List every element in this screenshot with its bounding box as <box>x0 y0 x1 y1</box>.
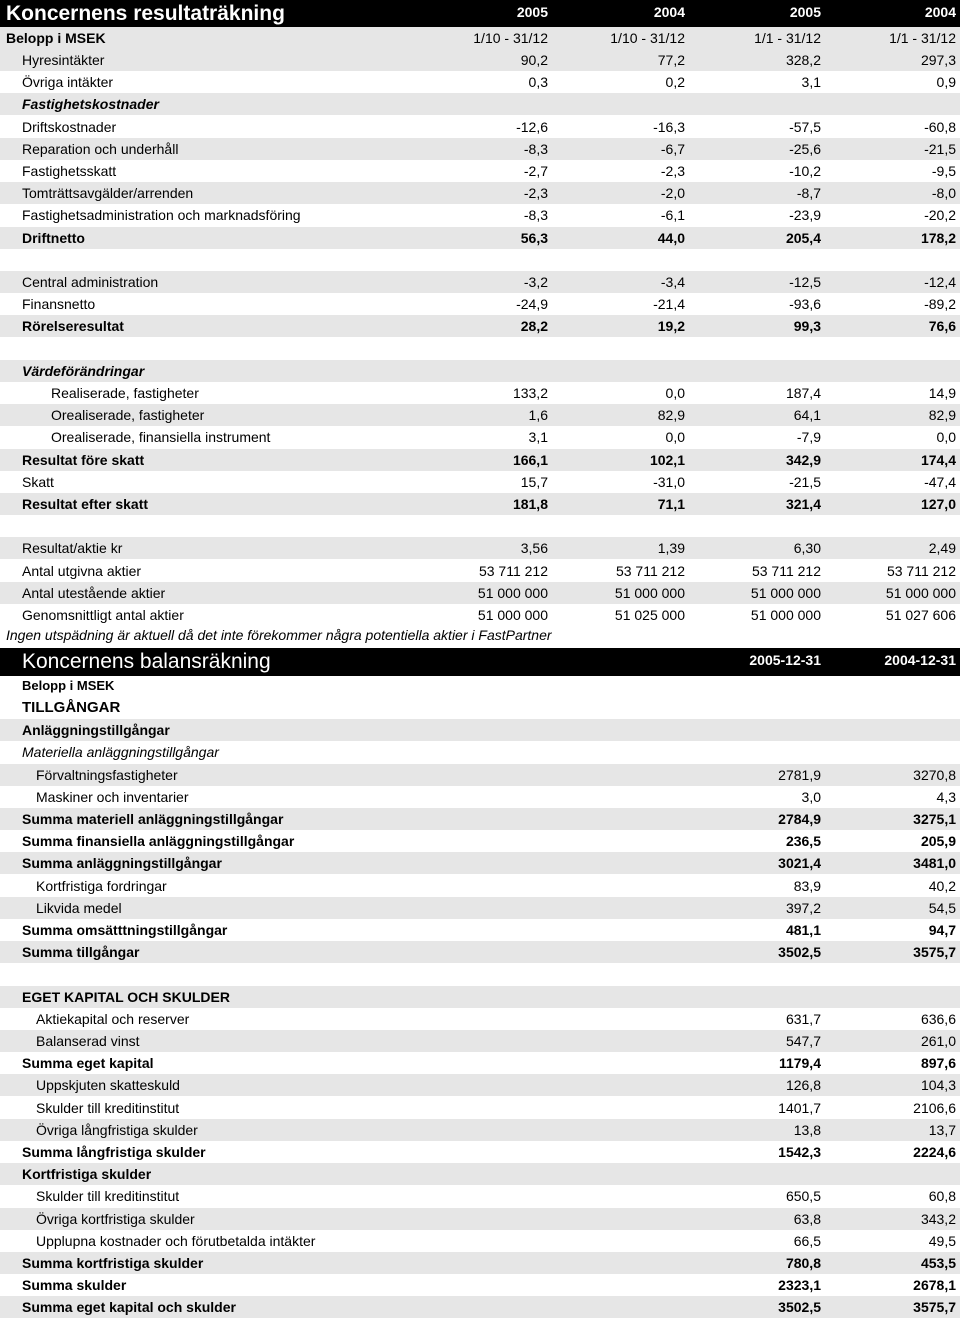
year-col-2: 2004 <box>653 4 685 20</box>
balance-row <box>0 808 960 830</box>
row-label: Summa omsätttningstillgångar <box>22 922 228 938</box>
row-label: Summa materiell anläggningstillgångar <box>22 811 284 827</box>
dilution-note: Ingen utspädning är aktuell då det inte förekommer några potentiella aktier i FastPartner <box>6 627 552 643</box>
row-label: Skatt <box>22 473 54 490</box>
row-value: -8,3 <box>523 207 548 224</box>
row-label: Driftskostnader <box>22 118 117 135</box>
income-row <box>0 471 960 493</box>
row-value: 2,49 <box>928 540 956 557</box>
income-row <box>0 160 960 182</box>
row-value: 15,7 <box>520 473 548 490</box>
row-value: 2784,9 <box>778 811 821 827</box>
balance-row <box>0 1052 960 1074</box>
row-label: Summa långfristiga skulder <box>22 1144 206 1160</box>
row-label: Rörelseresultat <box>22 318 124 335</box>
balance-row <box>0 1296 960 1318</box>
row-value: -12,4 <box>924 274 956 290</box>
row-value: 51 000 000 <box>614 584 685 601</box>
row-label: Reparation och underhåll <box>22 140 179 157</box>
balance-unit-label: Belopp i MSEK <box>22 678 115 693</box>
row-value: 53 711 212 <box>886 562 956 579</box>
date-col-2: 2004-12-31 <box>884 652 956 668</box>
row-value: 328,2 <box>785 52 821 68</box>
row-value: 64,1 <box>793 407 821 424</box>
row-value: 205,4 <box>785 229 821 246</box>
date-col-1: 2005-12-31 <box>749 652 821 668</box>
row-value: 99,3 <box>793 318 821 335</box>
row-value: 77,2 <box>657 52 685 68</box>
row-label: Kortfristiga fordringar <box>36 877 167 894</box>
row-value: 66,5 <box>793 1232 821 1249</box>
row-value: -47,4 <box>924 473 956 490</box>
income-row <box>0 49 960 71</box>
balance-row <box>0 941 960 963</box>
row-value: 650,5 <box>785 1188 821 1205</box>
balance-row <box>0 986 960 1008</box>
row-value: 0,0 <box>665 385 685 401</box>
balance-row <box>0 697 960 719</box>
row-value: 51 000 000 <box>750 584 821 601</box>
row-value: 481,1 <box>785 922 821 938</box>
row-value: 342,9 <box>785 451 821 468</box>
row-value: 3575,7 <box>913 944 956 961</box>
balance-unit-row <box>0 675 960 697</box>
row-value: -8,0 <box>931 185 956 202</box>
income-row <box>0 271 960 293</box>
income-row <box>0 537 960 559</box>
row-value: 0,2 <box>665 74 685 91</box>
row-value: 63,8 <box>793 1210 821 1227</box>
row-label: Fastighetskostnader <box>22 96 159 113</box>
balance-row <box>0 852 960 874</box>
row-value: -2,3 <box>523 185 548 202</box>
balance-row <box>0 897 960 919</box>
row-label: Övriga långfristiga skulder <box>36 1121 198 1138</box>
row-value: -93,6 <box>789 296 821 313</box>
row-value: -24,9 <box>516 296 548 313</box>
row-label: Central administration <box>22 274 159 290</box>
income-row <box>0 515 960 537</box>
row-value: 82,9 <box>928 407 956 424</box>
row-label: Summa kortfristiga skulder <box>22 1255 204 1271</box>
row-value: 40,2 <box>928 877 956 894</box>
row-value: 54,5 <box>928 899 956 916</box>
row-value: 51 025 000 <box>614 607 685 623</box>
balance-row <box>0 963 960 985</box>
row-value: 3,1 <box>801 74 821 91</box>
row-value: 90,2 <box>520 52 548 68</box>
income-row <box>0 182 960 204</box>
row-value: 2106,6 <box>913 1099 956 1116</box>
row-value: 76,6 <box>928 318 956 335</box>
row-value: 51 000 000 <box>750 607 821 623</box>
row-label: Upplupna kostnader och förutbetalda intäkter <box>36 1232 316 1249</box>
row-value: -8,3 <box>523 140 548 157</box>
row-value: 71,1 <box>657 496 685 512</box>
row-label: TILLGÅNGAR <box>22 699 121 716</box>
row-label: Orealiserade, fastigheter <box>51 407 205 424</box>
row-label: Kortfristiga skulder <box>22 1166 152 1183</box>
row-value: 1179,4 <box>778 1055 821 1072</box>
row-value: 127,0 <box>920 496 956 512</box>
row-label: Driftnetto <box>22 229 85 246</box>
balance-row <box>0 1252 960 1274</box>
income-row <box>0 293 960 315</box>
row-label: Materiella anläggningstillgångar <box>22 744 219 761</box>
row-value: -6,1 <box>660 207 685 224</box>
balance-row <box>0 1097 960 1119</box>
income-row <box>0 560 960 582</box>
row-value: -31,0 <box>653 473 685 490</box>
row-value: 166,1 <box>512 451 548 468</box>
row-value: 261,0 <box>920 1033 956 1049</box>
balance-row <box>0 1163 960 1185</box>
row-value: 60,8 <box>928 1188 956 1205</box>
year-col-3: 2005 <box>789 4 821 20</box>
row-value: 3481,0 <box>913 855 956 872</box>
row-value: 3502,5 <box>778 944 821 961</box>
income-row <box>0 404 960 426</box>
row-label: Balanserad vinst <box>36 1033 140 1049</box>
row-value: 297,3 <box>920 52 956 68</box>
row-value: -6,7 <box>660 140 685 157</box>
row-value: 897,6 <box>920 1055 956 1072</box>
row-label: Tomträttsavgälder/arrenden <box>22 185 194 202</box>
row-value: 3502,5 <box>778 1299 821 1316</box>
income-row <box>0 338 960 360</box>
row-value: 104,3 <box>920 1077 956 1094</box>
row-value: 4,3 <box>936 788 956 805</box>
row-label: Antal utgivna aktier <box>22 562 142 579</box>
income-row <box>0 426 960 448</box>
balance-row <box>0 786 960 808</box>
period-col-1: 1/10 - 31/12 <box>473 30 548 46</box>
row-value: -12,5 <box>789 274 821 290</box>
row-value: -2,7 <box>523 163 548 179</box>
income-row <box>0 227 960 249</box>
balance-row <box>0 1230 960 1252</box>
row-value: -12,6 <box>516 118 548 135</box>
row-value: 2678,1 <box>913 1277 956 1294</box>
row-value: -20,2 <box>924 207 956 224</box>
income-row <box>0 582 960 604</box>
row-value: -3,4 <box>660 274 685 290</box>
row-value: 343,2 <box>920 1210 956 1227</box>
row-value: -21,5 <box>789 473 821 490</box>
row-value: 397,2 <box>785 899 821 916</box>
row-label: Maskiner och inventarier <box>36 788 189 805</box>
row-label: Övriga kortfristiga skulder <box>36 1210 195 1227</box>
row-value: 51 000 000 <box>477 584 548 601</box>
row-value: 3,56 <box>520 540 548 557</box>
row-value: 28,2 <box>520 318 548 335</box>
row-value: 53 711 212 <box>478 562 548 579</box>
row-value: 636,6 <box>920 1010 956 1027</box>
row-label: Hyresintäkter <box>22 52 105 68</box>
balance-sheet-header <box>0 648 960 676</box>
income-row <box>0 204 960 226</box>
row-label: Fastighetsskatt <box>22 163 117 179</box>
row-label: Värdeförändringar <box>22 362 145 379</box>
row-value: -23,9 <box>789 207 821 224</box>
row-value: 3021,4 <box>778 855 821 872</box>
row-value: 19,2 <box>657 318 685 335</box>
row-label: Likvida medel <box>36 899 122 916</box>
income-row <box>0 382 960 404</box>
row-label: Summa tillgångar <box>22 944 140 961</box>
balance-row <box>0 1119 960 1141</box>
balance-row <box>0 741 960 763</box>
row-value: 1542,3 <box>778 1144 821 1160</box>
balance-row <box>0 875 960 897</box>
row-value: 133,2 <box>512 385 548 401</box>
row-value: -2,0 <box>660 185 685 202</box>
row-value: 56,3 <box>520 229 548 246</box>
row-value: 6,30 <box>793 540 821 557</box>
income-period-row <box>0 27 960 49</box>
row-value: 51 027 606 <box>885 607 956 623</box>
row-value: 14,9 <box>928 385 956 401</box>
row-value: 0,0 <box>665 429 685 446</box>
income-row <box>0 493 960 515</box>
row-value: 3,0 <box>801 788 821 805</box>
balance-row <box>0 1030 960 1052</box>
row-value: 13,7 <box>928 1121 956 1138</box>
row-label: Orealiserade, finansiella instrument <box>51 429 271 446</box>
row-value: -25,6 <box>789 140 821 157</box>
row-value: 0,9 <box>936 74 956 91</box>
row-value: 321,4 <box>785 496 821 512</box>
balance-row <box>0 919 960 941</box>
row-value: 49,5 <box>928 1232 956 1249</box>
income-statement-title: Koncernens resultaträkning <box>6 2 285 25</box>
row-value: 53 711 212 <box>751 562 821 579</box>
balance-row <box>0 830 960 852</box>
income-row <box>0 71 960 93</box>
row-value: 53 711 212 <box>615 562 685 579</box>
row-label: Aktiekapital och reserver <box>36 1010 190 1027</box>
row-value: 1,6 <box>528 407 548 424</box>
row-value: 94,7 <box>928 922 956 938</box>
row-value: 2323,1 <box>778 1277 821 1294</box>
row-value: -8,7 <box>796 185 821 202</box>
row-label: Resultat före skatt <box>22 451 145 468</box>
row-value: 174,4 <box>920 451 956 468</box>
row-value: -60,8 <box>924 118 956 135</box>
row-value: 187,4 <box>785 385 821 401</box>
row-value: -7,9 <box>796 429 821 446</box>
row-value: 205,9 <box>920 833 956 850</box>
row-label: Anläggningstillgångar <box>22 722 170 739</box>
period-col-2: 1/10 - 31/12 <box>610 30 685 46</box>
row-value: 547,7 <box>785 1033 821 1049</box>
row-value: 3270,8 <box>913 766 956 783</box>
row-label: Summa eget kapital och skulder <box>22 1299 236 1316</box>
row-value: 2224,6 <box>913 1144 956 1160</box>
row-value: -3,2 <box>523 274 548 290</box>
row-value: 453,5 <box>920 1255 956 1271</box>
row-label: Finansnetto <box>22 296 96 313</box>
balance-row <box>0 1208 960 1230</box>
row-label: Summa finansiella anläggningstillgångar <box>22 833 295 850</box>
row-label: Summa skulder <box>22 1277 127 1294</box>
period-col-3: 1/1 - 31/12 <box>754 30 821 46</box>
row-label: Realiserade, fastigheter <box>51 385 199 401</box>
row-value: 3575,7 <box>913 1299 956 1316</box>
period-col-4: 1/1 - 31/12 <box>889 30 956 46</box>
row-value: -21,4 <box>653 296 685 313</box>
row-value: -57,5 <box>789 118 821 135</box>
row-value: 236,5 <box>785 833 821 850</box>
balance-sheet-title: Koncernens balansräkning <box>22 650 271 673</box>
row-label: Fastighetsadministration och marknadsföring <box>22 207 301 224</box>
row-label: Resultat efter skatt <box>22 496 149 512</box>
row-value: 780,8 <box>785 1255 821 1271</box>
row-value: 51 000 000 <box>477 607 548 623</box>
balance-row <box>0 1008 960 1030</box>
income-unit-label: Belopp i MSEK <box>6 30 106 46</box>
balance-row <box>0 1274 960 1296</box>
balance-row <box>0 1185 960 1207</box>
row-value: -21,5 <box>924 140 956 157</box>
row-value: 3275,1 <box>913 811 956 827</box>
row-label: Skulder till kreditinstitut <box>36 1099 180 1116</box>
row-value: 51 000 000 <box>885 584 956 601</box>
row-value: -89,2 <box>924 296 956 313</box>
row-label: Uppskjuten skatteskuld <box>36 1077 180 1094</box>
row-value: -9,5 <box>931 163 956 179</box>
row-value: -16,3 <box>653 118 685 135</box>
row-value: 83,9 <box>793 877 821 894</box>
balance-row <box>0 1141 960 1163</box>
row-value: 631,7 <box>785 1010 821 1027</box>
row-label: Skulder till kreditinstitut <box>36 1188 180 1205</box>
row-label: Antal utestående aktier <box>22 584 166 601</box>
income-row <box>0 315 960 337</box>
row-label: Genomsnittligt antal aktier <box>22 607 184 623</box>
row-label: EGET KAPITAL OCH SKULDER <box>22 988 230 1005</box>
income-row <box>0 93 960 115</box>
row-value: 13,8 <box>793 1121 821 1138</box>
row-label: Summa eget kapital <box>22 1055 154 1072</box>
row-value: -2,3 <box>660 163 685 179</box>
row-label: Resultat/aktie kr <box>22 540 123 557</box>
income-row <box>0 449 960 471</box>
year-col-4: 2004 <box>924 4 956 20</box>
row-label: Förvaltningsfastigheter <box>36 766 178 783</box>
balance-row <box>0 1074 960 1096</box>
income-row <box>0 360 960 382</box>
row-value: 178,2 <box>920 229 956 246</box>
income-row <box>0 604 960 626</box>
row-value: 181,8 <box>512 496 548 512</box>
balance-row <box>0 719 960 741</box>
balance-row <box>0 764 960 786</box>
row-value: 0,3 <box>528 74 548 91</box>
income-row <box>0 249 960 271</box>
row-value: 1401,7 <box>778 1099 821 1116</box>
row-label: Övriga intäkter <box>22 74 114 91</box>
row-value: 82,9 <box>657 407 685 424</box>
row-value: 126,8 <box>785 1077 821 1094</box>
row-value: 44,0 <box>657 229 685 246</box>
row-label: Summa anläggningstillgångar <box>22 855 222 872</box>
row-value: -10,2 <box>789 163 821 179</box>
row-value: 1,39 <box>657 540 685 557</box>
row-value: 2781,9 <box>778 766 821 783</box>
row-value: 102,1 <box>649 451 685 468</box>
income-row <box>0 116 960 138</box>
year-col-1: 2005 <box>516 4 548 20</box>
row-value: 0,0 <box>936 429 956 446</box>
income-statement-header <box>0 0 960 28</box>
row-value: 3,1 <box>528 429 548 446</box>
income-row <box>0 138 960 160</box>
